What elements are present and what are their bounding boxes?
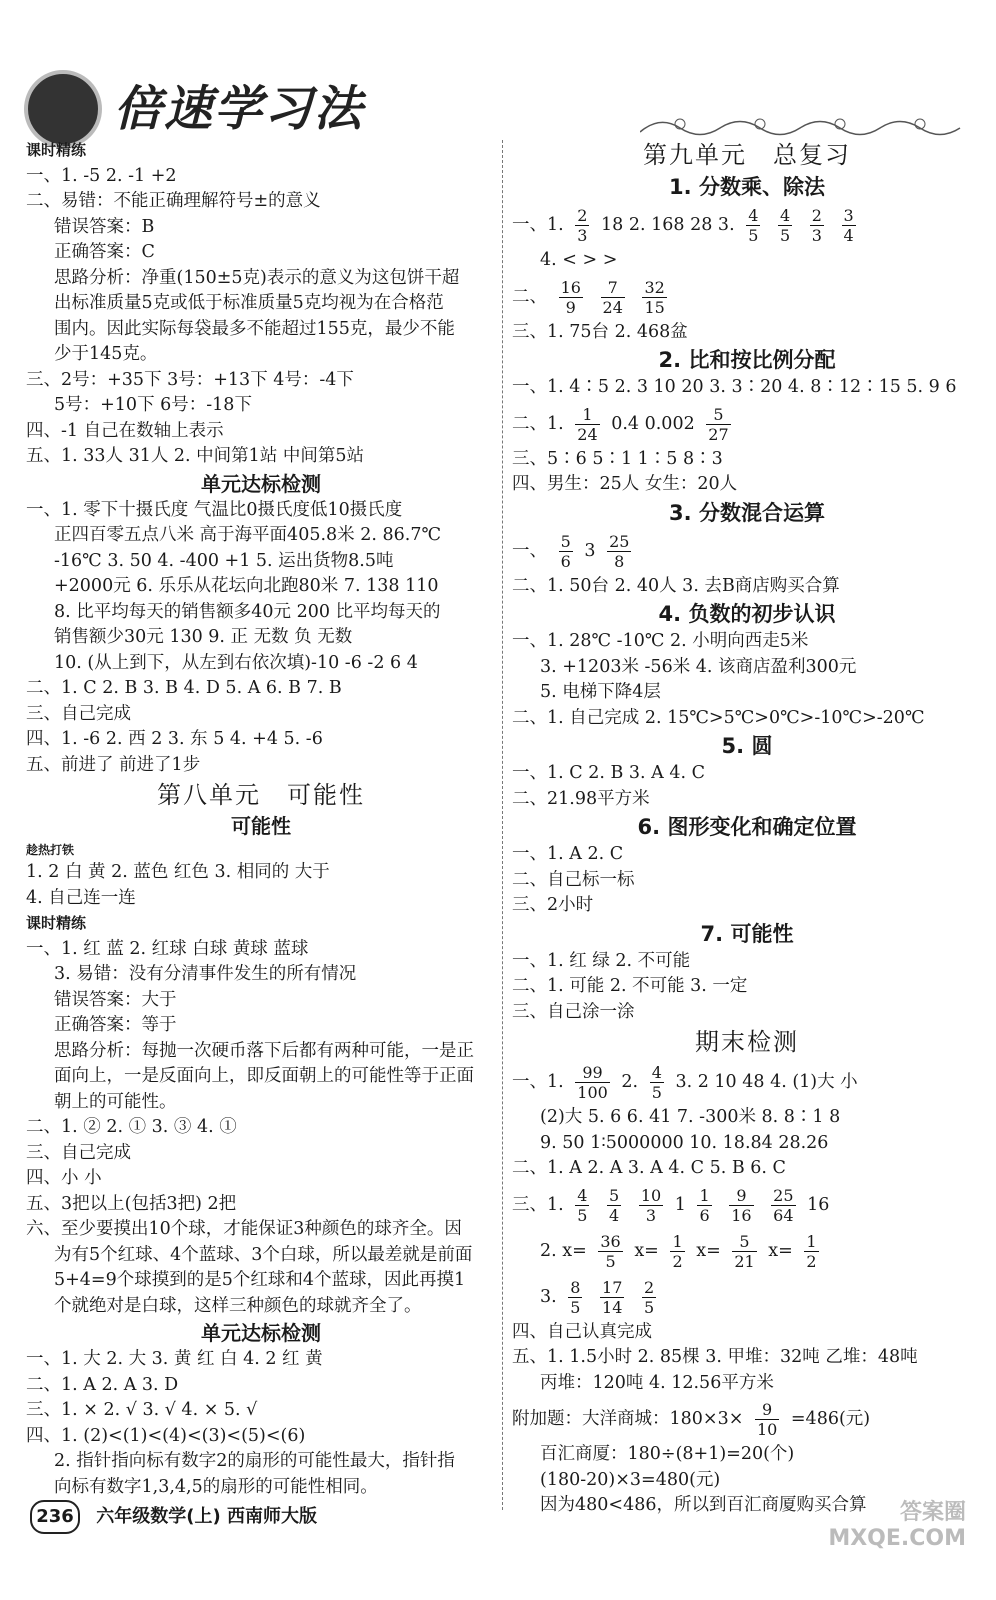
fraction: [575, 1063, 610, 1102]
answer-line: 丙堆：120吨 4. 12.56平方米: [540, 1372, 774, 1393]
fraction: [607, 532, 631, 571]
answer-text: 18 2. 168 28 3.: [601, 215, 735, 235]
answer-line: 错误答案：B: [54, 216, 155, 237]
answer-line: 出标准质量5克或低于标准质量5克均视为在合格范: [54, 293, 444, 313]
numerator: 1: [699, 1185, 710, 1205]
section-heading: 1. 分数乘、除法: [669, 175, 825, 199]
unit-heading: 第八单元 可能性: [157, 781, 365, 809]
answer-line: 二、1. 自己完成 2. 15℃>5℃>0℃>-10℃>-20℃: [512, 707, 925, 728]
fraction: [842, 206, 856, 245]
fraction: [568, 1278, 582, 1317]
fraction: [601, 278, 625, 317]
denominator: 3: [577, 226, 588, 245]
denominator: 5: [748, 226, 759, 245]
answer-line: 三、5∶6 5∶1 1∶5 8∶3: [512, 448, 723, 469]
denominator: 27: [708, 424, 729, 444]
answer-line: 4. 自己连一连: [26, 887, 136, 908]
denominator: 8: [614, 551, 625, 571]
answer-text: x=: [768, 1240, 793, 1261]
denominator: 5: [651, 1083, 662, 1102]
section-label: 趁热打铁: [26, 843, 75, 857]
answer-line: 少于145克。: [54, 344, 158, 364]
answer-line: 9. 50 1∶5000000 10. 18.84 28.26: [540, 1132, 829, 1153]
section-heading: 4. 负数的初步认识: [658, 602, 836, 626]
numerator: 4: [651, 1063, 662, 1082]
answer-line: +2000元 6. 乐乐从花坛向北跑80米 7. 138 110: [54, 576, 439, 596]
numerator: 5: [609, 1185, 620, 1205]
section-heading: 7. 可能性: [700, 921, 794, 946]
answer-line: 五、3把以上(包括3把) 2把: [26, 1193, 237, 1214]
answer-line: 个就绝对是白球，这样三种颜色的球就齐全了。: [54, 1295, 422, 1316]
left-column: [26, 138, 496, 1500]
answer-line: 一、1. 大 2. 大 3. 黄 红 白 4. 2 红 黄: [26, 1349, 323, 1369]
answer-line: 二、自己标一标: [512, 869, 635, 890]
answer-line: [512, 401, 982, 447]
answer-line: 思路分析：每抛一次硬币落下后都有两种可能，一是正: [54, 1040, 474, 1061]
denominator: 15: [644, 297, 665, 317]
answer-line: 为有5个红球、4个蓝球、3个白球，所以最差就是前面: [54, 1244, 473, 1265]
denominator: 21: [734, 1251, 755, 1271]
answer-line: 向标有数字1,3,4,5的扇形的可能性相同。: [54, 1476, 378, 1497]
answer-line: 一、1. 红 蓝 2. 红球 白球 黄球 蓝球: [26, 938, 309, 959]
numerator: 5: [706, 405, 730, 425]
answer-line: [512, 1396, 982, 1442]
section-heading: 单元达标检测: [201, 1321, 321, 1345]
numerator: 4: [748, 206, 759, 225]
answer-line: 因为480<486，所以到百汇商厦购买合算: [540, 1495, 867, 1515]
section-heading: 期末检测: [695, 1028, 799, 1056]
answer-line: 2. 指针指向标有数字2的扇形的可能性最大，指针指: [54, 1451, 455, 1471]
answer-line: 百汇商厦：180÷(8+1)=20(个): [540, 1444, 795, 1464]
answer-line: 3. +1203米 -56米 4. 该商店盈利300元: [540, 656, 857, 677]
numerator: 32: [644, 277, 665, 297]
answer-line: 二、1. C 2. B 3. B 4. D 5. A 6. B 7. B: [26, 678, 342, 698]
numerator: 25: [609, 531, 630, 551]
answer-line: 三、1. × 2. √ 3. √ 4. × 5. √: [26, 1400, 258, 1420]
book-icon: [24, 70, 102, 148]
answer-line: 4. < > >: [540, 250, 618, 270]
answer-line: [512, 274, 982, 320]
fraction: [575, 1186, 589, 1225]
answer-line: 一、1. 零下十摄氏度 气温比0摄氏度低10摄氏度: [26, 499, 403, 520]
answer-text: 0.4 0.002: [611, 413, 695, 434]
denominator: 24: [577, 424, 598, 444]
answer-text: =486(元): [790, 1409, 871, 1429]
fraction: [559, 278, 583, 317]
answer-line: 三、1. 75台 2. 468盆: [512, 321, 688, 342]
answer-text: 二、1.: [512, 413, 564, 434]
fraction: [575, 405, 599, 444]
answer-line: -16℃ 3. 50 4. -400 +1 5. 运出货物8.5吨: [54, 550, 394, 571]
answer-line: 三、自己完成: [26, 1142, 131, 1163]
answer-text: 一、: [512, 540, 547, 561]
section-heading: 3. 分数混合运算: [669, 500, 825, 525]
denominator: 14: [602, 1297, 623, 1317]
fraction: [559, 532, 573, 571]
denominator: 5: [577, 1205, 588, 1225]
denominator: 64: [773, 1205, 794, 1225]
answer-line: 二、1. A 2. A 3. D: [26, 1374, 179, 1395]
answer-text: x=: [634, 1240, 659, 1261]
answer-line: 一、1. 4∶5 2. 3 10 20 3. 3∶20 4. 8∶12∶15 5. 9 6: [512, 377, 957, 397]
answer-line: 朝上的可能性。: [54, 1091, 177, 1112]
answer-line: [512, 202, 982, 248]
answer-text: 二、: [512, 286, 547, 307]
answer-line: 错误答案：大于: [54, 989, 177, 1010]
book-title: 六年级数学(上) 西南师大版: [96, 1506, 317, 1527]
answer-line: 五、1. 1.5小时 2. 85棵 3. 甲堆：32吨 乙堆：48吨: [512, 1347, 918, 1367]
denominator: 16: [731, 1205, 752, 1225]
numerator: 16: [560, 277, 581, 297]
numerator: 2: [643, 1277, 655, 1297]
denominator: 3: [811, 226, 822, 245]
answer-line: 四、-1 自己在数轴上表示: [26, 420, 224, 441]
answer-text: 一、1.: [512, 1072, 564, 1092]
numerator: 7: [601, 278, 625, 298]
page-number: 236: [30, 1500, 80, 1534]
answer-line: 二、易错：不能正确理解符号±的意义: [26, 191, 321, 211]
numerator: 9: [755, 1400, 779, 1420]
answer-line: 四、自己认真完成: [512, 1321, 652, 1342]
unit-heading: 第九单元 总复习: [643, 141, 851, 169]
denominator: 5: [570, 1297, 581, 1317]
fraction: [706, 405, 730, 444]
fraction: [642, 278, 666, 317]
denominator: 6: [699, 1205, 710, 1225]
section-label: 课时精练: [26, 141, 87, 159]
answer-text: 3.: [540, 1286, 557, 1307]
answer-line: 5+4=9个球摸到的是5个红球和4个蓝球，因此再摸1: [54, 1270, 466, 1290]
numerator: 4: [779, 206, 791, 225]
numerator: 1: [672, 1231, 683, 1251]
fraction: [755, 1400, 779, 1439]
numerator: 4: [577, 1185, 588, 1205]
section-heading: 6. 图形变化和确定位置: [637, 815, 857, 839]
answer-line: 四、小 小: [26, 1168, 102, 1188]
answer-line: 10. (从上到下，从左到右依次填)-10 -6 -2 6 4: [54, 652, 418, 673]
denominator: 2: [806, 1251, 817, 1271]
denominator: 6: [560, 551, 571, 571]
answer-line: 二、1. A 2. A 3. A 4. C 5. B 6. C: [512, 1158, 786, 1178]
decorative-swirl-icon: [640, 110, 980, 140]
fraction: [729, 1186, 753, 1225]
numerator: 10: [640, 1185, 662, 1205]
right-column: [512, 138, 982, 1519]
answer-line: 三、自己涂一涂: [512, 1001, 635, 1022]
answer-text: 2.: [621, 1072, 639, 1092]
answer-line: 一、1. -5 2. -1 +2: [26, 165, 177, 186]
answer-line: 二、1. 50台 2. 40人 3. 去B商店购买合算: [512, 575, 840, 596]
denominator: 100: [577, 1083, 608, 1102]
answer-line: 5. 电梯下降4层: [540, 682, 661, 702]
fraction: [650, 1063, 664, 1102]
answer-line: 一、1. 红 绿 2. 不可能: [512, 950, 691, 971]
numerator: 1: [806, 1231, 817, 1251]
fraction: [746, 206, 760, 245]
answer-line: (2)大 5. 6 6. 41 7. -300米 8. 8∶1 8: [540, 1107, 841, 1127]
fraction: [771, 1186, 795, 1225]
answer-line: 8. 比平均每天的销售额多40元 200 比平均每天的: [54, 601, 441, 622]
answer-line: 一、1. 28℃ -10℃ 2. 小明向西走5米: [512, 631, 809, 651]
numerator: 2: [577, 206, 588, 225]
answer-line: 三、自己完成: [26, 703, 131, 724]
column-divider: [502, 140, 503, 1510]
denominator: 10: [756, 1420, 778, 1439]
answer-text: 3. 2 10 48 4. (1)大 小: [675, 1072, 858, 1092]
denominator: 3: [645, 1205, 657, 1225]
denominator: 24: [602, 297, 623, 317]
answer-line: [512, 528, 982, 574]
numerator: 36: [600, 1231, 621, 1251]
fraction: [639, 1186, 663, 1225]
numerator: 17: [602, 1277, 623, 1297]
answer-text: 1: [674, 1194, 686, 1215]
section-heading: 5. 圆: [721, 734, 773, 758]
answer-line: 三、2号：+35下 3号：+13下 4号：-4下: [26, 369, 354, 390]
answer-text: x=: [696, 1240, 721, 1261]
denominator: 9: [565, 297, 576, 317]
page-footer: [30, 1500, 317, 1534]
answer-line: 正确答案：C: [54, 242, 155, 262]
answer-line: 五、1. 33人 31人 2. 中间第1站 中间第5站: [26, 446, 365, 466]
numerator: 99: [575, 1063, 610, 1083]
section-label: 课时精练: [26, 914, 87, 932]
numerator: 5: [560, 531, 571, 551]
answer-line: [512, 1228, 982, 1274]
denominator: 5: [779, 226, 791, 245]
fraction: [670, 1232, 684, 1271]
answer-line: 二、21.98平方米: [512, 788, 650, 809]
answer-line: 六、至少要摸出10个球，才能保证3种颜色的球齐全。因: [26, 1219, 462, 1239]
denominator: 2: [672, 1251, 683, 1271]
fraction: [697, 1186, 711, 1225]
answer-text: 3: [584, 540, 596, 561]
fraction: [600, 1278, 624, 1317]
numerator: 5: [732, 1232, 756, 1252]
fraction: [575, 206, 589, 245]
answer-line: 围内。因此实际每袋最多不能超过155克，最少不能: [54, 318, 455, 339]
logo-title: 倍速学习法: [114, 81, 365, 137]
answer-line: [512, 1274, 982, 1320]
section-heading: 2. 比和按比例分配: [658, 348, 836, 372]
answer-text: 附加题：大洋商城：180×3×: [512, 1409, 744, 1429]
answer-line: 正四百零五点八米 高于海平面405.8米 2. 86.7℃: [54, 525, 442, 545]
answer-line: 3. 易错：没有分清事件发生的所有情况: [54, 964, 357, 984]
watermark-text: 答案圈: [899, 1500, 966, 1525]
fraction: [778, 206, 792, 245]
fraction: [607, 1186, 621, 1225]
answer-line: 思路分析：净重(150±5克)表示的意义为这包饼干超: [54, 267, 460, 288]
answer-line: (180-20)×3=480(元): [540, 1469, 721, 1490]
answer-line: 二、1. ② 2. ① 3. ③ 4. ①: [26, 1117, 237, 1137]
answer-line: [512, 1059, 982, 1105]
fraction: [642, 1278, 656, 1317]
answer-line: 三、2小时: [512, 895, 594, 915]
numerator: 25: [773, 1185, 794, 1205]
answer-line: 5号：+10下 6号：-18下: [54, 395, 252, 415]
answer-line: 正确答案：等于: [54, 1015, 177, 1035]
answer-line: 销售额少30元 130 9. 正 无数 负 无数: [54, 627, 353, 647]
answer-line: 五、前进了 前进了1步: [26, 754, 201, 775]
numerator: 9: [729, 1186, 753, 1206]
denominator: 4: [843, 226, 854, 245]
answer-line: 面向上，一是反面向上，即反面朝上的可能性等于正面: [54, 1066, 474, 1086]
answer-line: 四、1. (2)<(1)<(4)<(3)<(5)<(6): [26, 1425, 306, 1446]
fraction: [810, 206, 824, 245]
denominator: 5: [643, 1297, 655, 1317]
numerator: 8: [570, 1277, 581, 1297]
answer-line: 一、1. A 2. C: [512, 844, 624, 864]
denominator: 4: [609, 1205, 620, 1225]
numerator: 3: [843, 206, 854, 225]
numerator: 2: [811, 206, 822, 225]
answer-text: 16: [807, 1194, 830, 1215]
answer-line: 四、1. -6 2. 西 2 3. 东 5 4. +4 5. -6: [26, 729, 323, 749]
watermark-url: MXQE.COM: [828, 1526, 966, 1551]
answer-text: 三、1.: [512, 1194, 564, 1215]
fraction: [804, 1232, 818, 1271]
answer-line: [512, 1182, 982, 1228]
answer-text: 2. x=: [540, 1240, 587, 1261]
watermark: [828, 1500, 966, 1552]
answer-line: 1. 2 白 黄 2. 蓝色 红色 3. 相同的 大于: [26, 862, 330, 882]
answer-line: 二、1. 可能 2. 不可能 3. 一定: [512, 976, 748, 996]
denominator: 5: [605, 1251, 616, 1271]
section-heading: 可能性: [231, 814, 291, 838]
section-heading: 单元达标检测: [201, 471, 321, 496]
answer-line: 一、1. C 2. B 3. A 4. C: [512, 763, 706, 783]
fraction: [732, 1232, 756, 1271]
answer-line: 四、男生：25人 女生：20人: [512, 474, 738, 494]
answer-text: 一、1.: [512, 215, 564, 235]
numerator: 1: [575, 405, 599, 425]
fraction: [598, 1232, 622, 1271]
